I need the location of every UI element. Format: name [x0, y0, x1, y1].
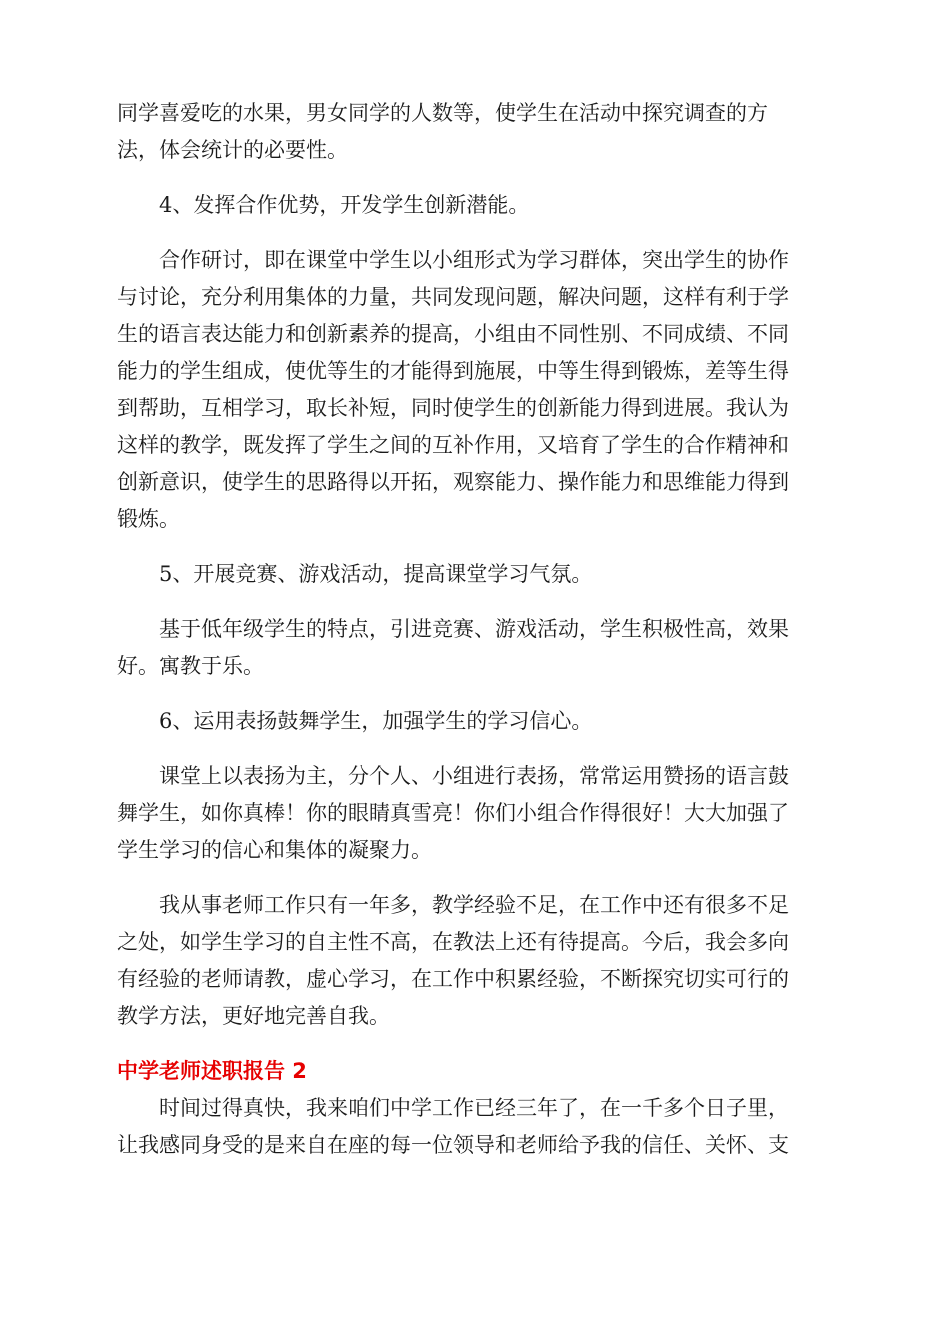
paragraph-reflection — [117, 887, 833, 1035]
paragraph-survey-methods — [117, 95, 833, 169]
text-line: 教学方法，更好地完善自我。 — [117, 1004, 390, 1028]
section-heading: 中学老师述职报告 2 — [117, 1059, 307, 1083]
text-line: 学生学习的信心和集体的凝聚力。 — [117, 838, 432, 862]
paragraph-cooperative-learning — [117, 242, 833, 538]
section-point-4: 4、发挥合作优势，开发学生创新潜能。 — [159, 193, 530, 217]
text-line: 与讨论，充分利用集体的力量，共同发现问题，解决问题，这样有利于学 — [117, 285, 789, 309]
text-line: 锻炼。 — [117, 507, 180, 531]
text-line: 有经验的老师请教，虚心学习，在工作中积累经验，不断探究切实可行的 — [117, 967, 789, 991]
text-line: 好。寓教于乐。 — [117, 654, 264, 678]
text-line: 到帮助，互相学习，取长补短，同时使学生的创新能力得到进展。我认为 — [117, 396, 789, 420]
text-line: 能力的学生组成，使优等生的才能得到施展，中等生得到锻炼，差等生得 — [117, 359, 789, 383]
paragraph-intro-report-2 — [117, 1090, 833, 1164]
text-line: 时间过得真快，我来咱们中学工作已经三年了，在一千多个日子里， — [159, 1096, 789, 1120]
text-line: 课堂上以表扬为主，分个人、小组进行表扬，常常运用赞扬的语言鼓 — [159, 764, 789, 788]
text-line: 这样的教学，既发挥了学生之间的互补作用，又培育了学生的合作精神和 — [117, 433, 789, 457]
text-line: 舞学生，如你真棒！你的眼睛真雪亮！你们小组合作得很好！大大加强了 — [117, 801, 789, 825]
text-line: 同学喜爱吃的水果，男女同学的人数等，使学生在活动中探究调查的方 — [117, 101, 768, 125]
text-line: 让我感同身受的是来自在座的每一位领导和老师给予我的信任、关怀、支 — [117, 1133, 789, 1157]
text-line: 生的语言表达能力和创新素养的提高，小组由不同性别、不同成绩、不同 — [117, 322, 789, 346]
text-line: 之处，如学生学习的自主性不高，在教法上还有待提高。今后，我会多向 — [117, 930, 789, 954]
text-line: 合作研讨，即在课堂中学生以小组形式为学习群体，突出学生的协作 — [159, 248, 789, 272]
section-point-6: 6、运用表扬鼓舞学生，加强学生的学习信心。 — [159, 709, 593, 733]
text-line: 基于低年级学生的特点，引进竞赛、游戏活动，学生积极性高，效果 — [159, 617, 789, 641]
paragraph-games — [117, 611, 833, 685]
text-line: 法，体会统计的必要性。 — [117, 138, 348, 162]
document-body — [117, 95, 833, 1182]
paragraph-praise — [117, 758, 833, 869]
text-line: 创新意识，使学生的思路得以开拓，观察能力、操作能力和思维能力得到 — [117, 470, 789, 494]
text-line: 我从事老师工作只有一年多，教学经验不足，在工作中还有很多不足 — [159, 893, 789, 917]
section-point-5: 5、开展竞赛、游戏活动，提高课堂学习气氛。 — [159, 562, 593, 586]
